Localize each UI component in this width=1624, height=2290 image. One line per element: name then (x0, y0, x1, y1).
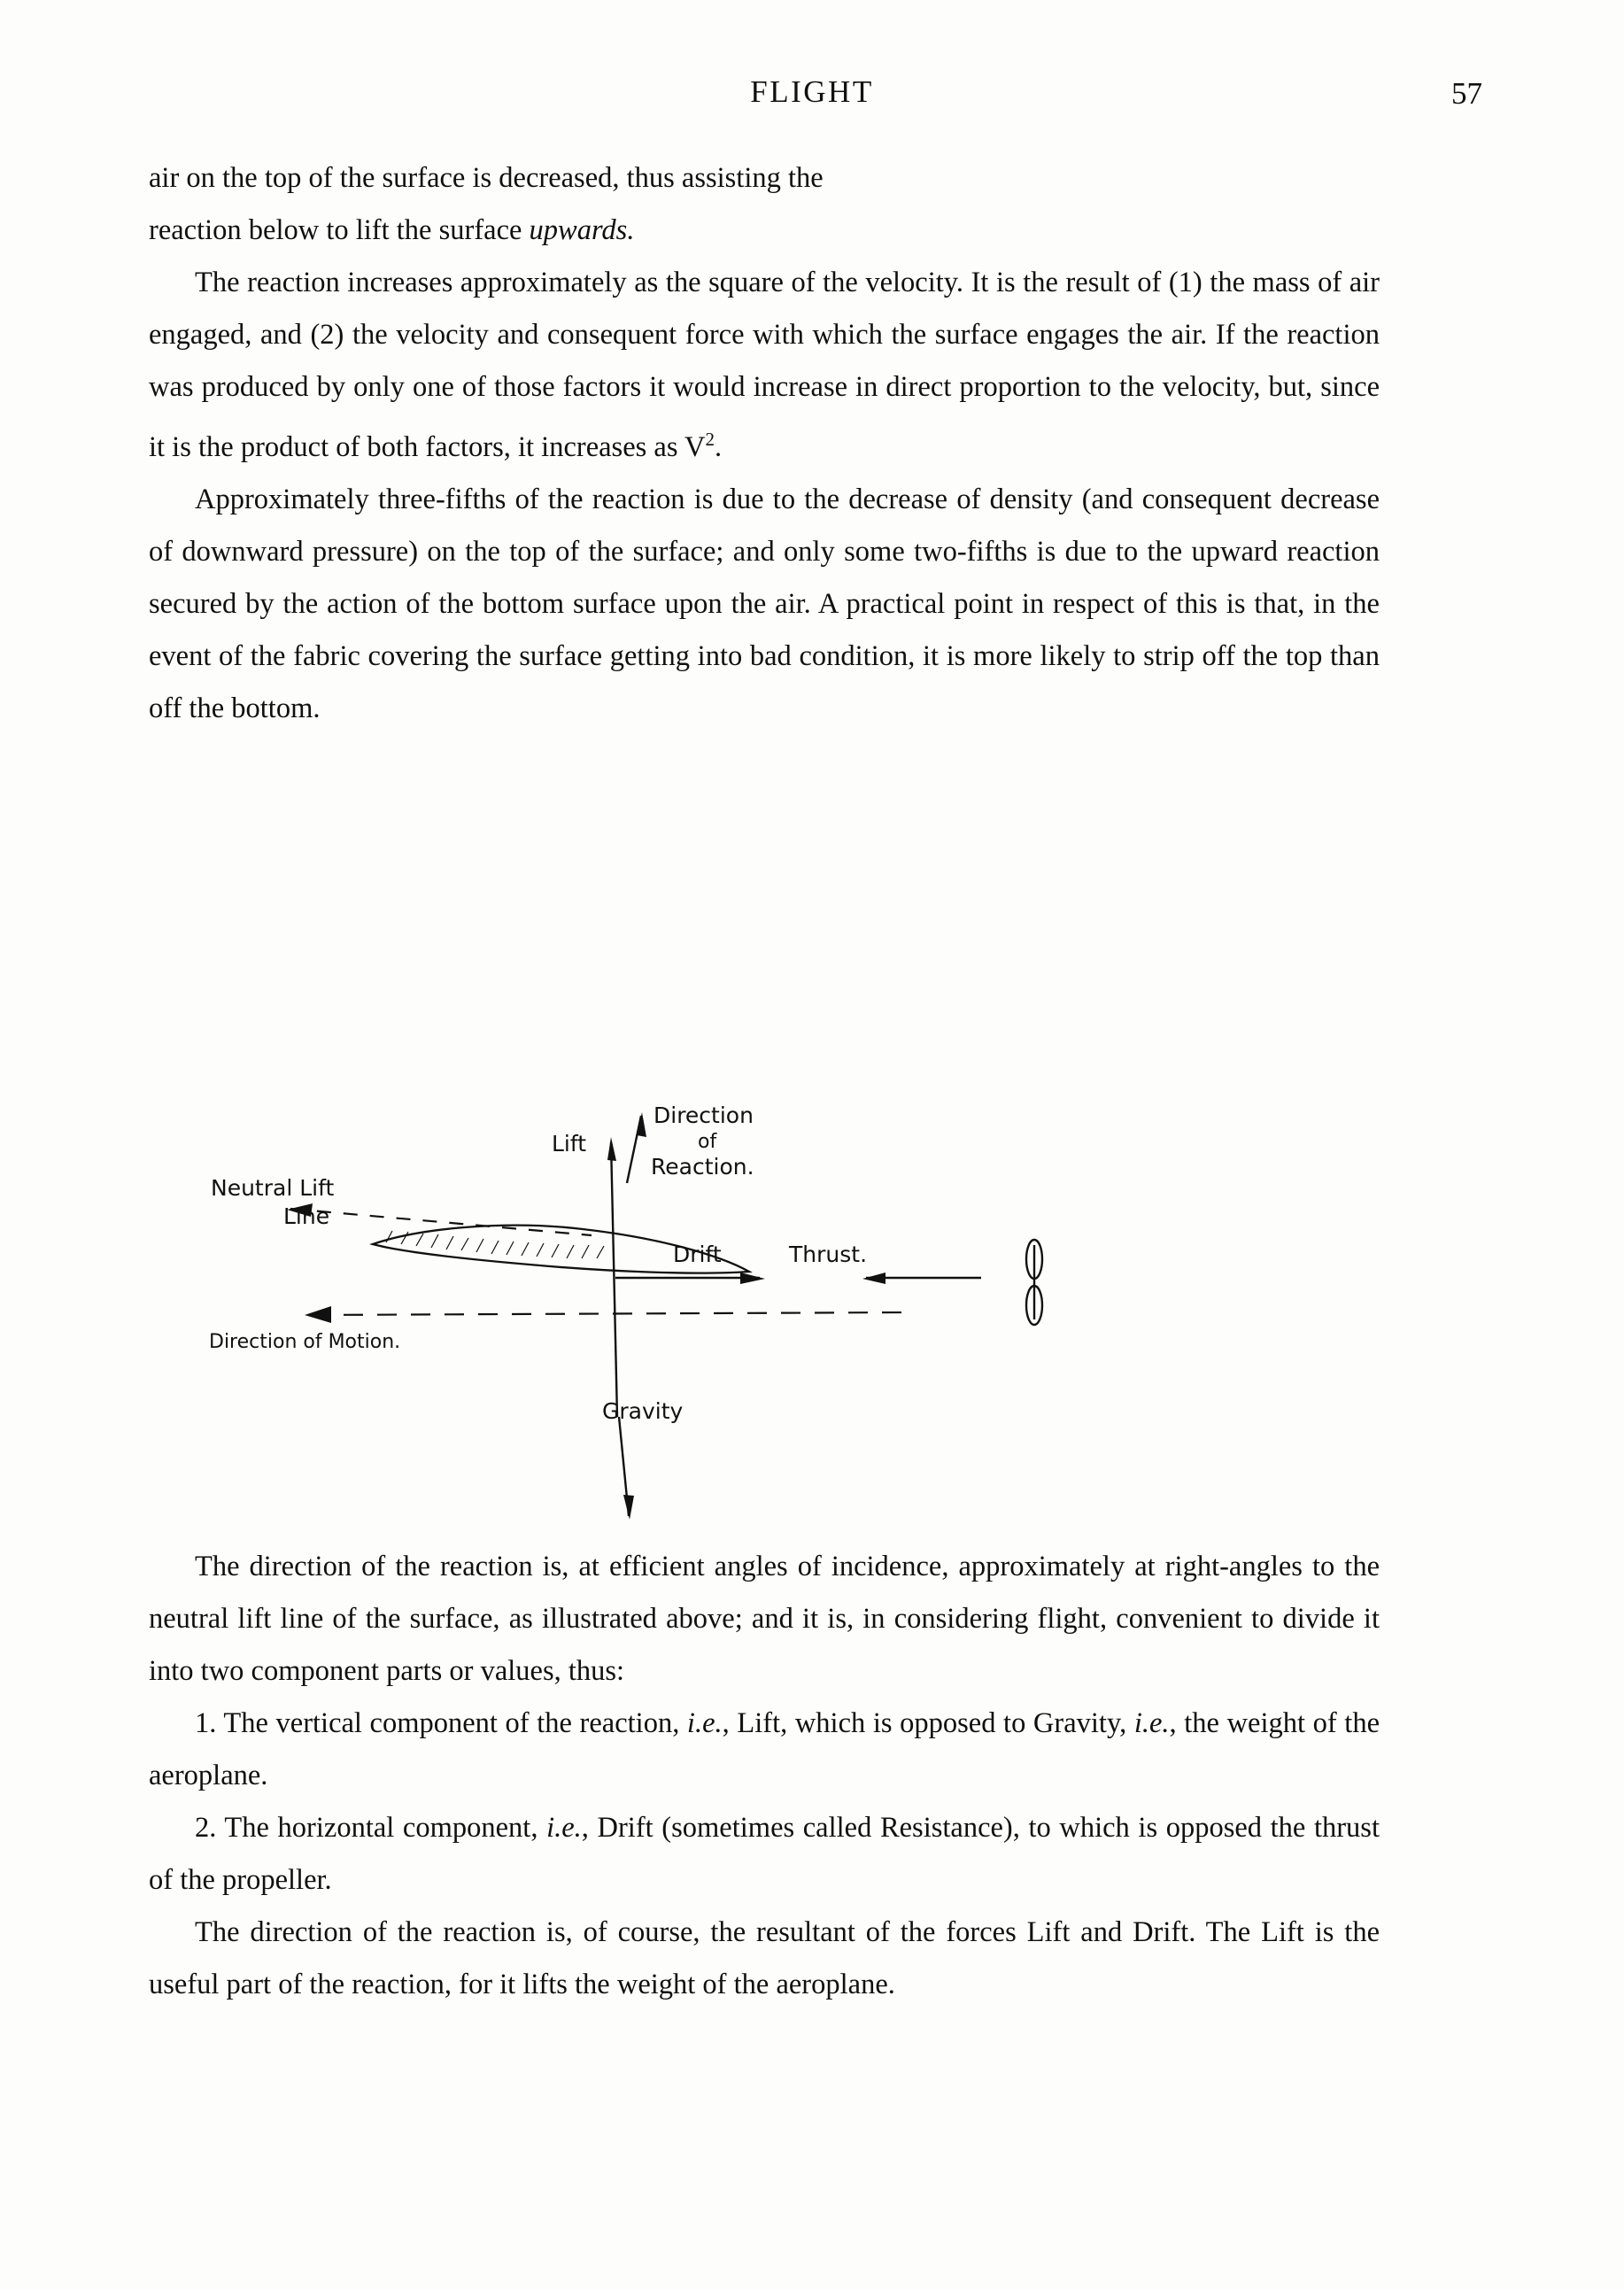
figure-label-drift: Drift (673, 1242, 722, 1267)
paragraph-1 (149, 152, 1380, 257)
paragraph-1-line-2a: reaction below to lift the surface (149, 214, 530, 246)
paragraph-4: The direction of the reaction is, at efficient angles of incidence, approximately at right-angles to the neutral lift line of the surface, as illustrated above; and it is, in considering flight, convenient to divide it into two component parts or values, thus: (149, 1551, 1380, 1687)
paragraph-1-line-2b: upwards. (529, 214, 635, 246)
figure-label-direction-2: of (698, 1131, 717, 1153)
figure-label-direction-1: Direction (653, 1102, 754, 1128)
paragraph-6-ie: i.e. (546, 1812, 582, 1844)
body-text-bottom (149, 1541, 1380, 2011)
paragraph-7: The direction of the reaction is, of course, the resultant of the forces Lift and Drift. The Lift is the useful part of the reaction, for it lifts the weight of the aeroplane. (149, 1916, 1380, 2000)
paragraph-1-line-1: air on the top of the surface is decreased, thus assisting the (149, 162, 824, 194)
figure-label-gravity: Gravity (602, 1398, 684, 1424)
figure-label-neutral-lift-line-1: Neutral Lift (211, 1175, 335, 1201)
paragraph-5-c: , the weight of the aeroplane. (149, 1707, 1380, 1791)
paragraph-5 (149, 1698, 1380, 1802)
figure-label-direction-of-motion: Direction of Motion. (209, 1331, 401, 1353)
paragraph-2-end: . (714, 430, 723, 463)
paragraph-3: Approximately three-fifths of the reaction is due to the decrease of density (and consequent decrease of downward pressure) on the top of the surface; and only some two-fifths is due to the upward reaction secured by the action of the bottom surface upon the air. A practical point in respect of this is that, in the event of the fabric covering the surface getting into bad condition, it is more likely to strip off the top than off the bottom. (149, 483, 1380, 724)
figure-label-thrust: Thrust. (789, 1242, 868, 1267)
page-number: 57 (1451, 76, 1482, 111)
paragraph-5-a: The vertical component of the reaction, (216, 1707, 687, 1739)
paragraph-6-a: The horizontal component, (216, 1812, 547, 1844)
paragraph-2-superscript: 2 (705, 429, 715, 450)
paragraph-5-ie-2: i.e. (1133, 1707, 1170, 1739)
paragraph-2-text: The reaction increases approximately as the square of the velocity. It is the result of (1) the mass of air engaged, and (2) the velocity and consequent force with which the surface engages the air. If the reaction was produced by only one of those factors it would increase in direct proportion to the velocity, but, since it is the product of both factors, it increases as V (149, 267, 1380, 463)
paragraph-6 (149, 1802, 1380, 1907)
paragraph-2 (149, 257, 1380, 474)
list-number-1: 1. (195, 1707, 217, 1739)
body-text-top (149, 152, 1380, 735)
list-number-2: 2. (195, 1812, 217, 1844)
figure-label-direction-3: Reaction. (651, 1154, 754, 1180)
figure-force-diagram (149, 1027, 1380, 1523)
page-header (142, 74, 1482, 128)
figure-label-lift: Lift (552, 1131, 587, 1157)
paragraph-5-b: , Lift, which is opposed to Gravity, (722, 1707, 1134, 1739)
paragraph-6-b: , Drift (sometimes called Resistance), to which is opposed the thrust of the propeller. (149, 1812, 1380, 1896)
paragraph-5-ie-1: i.e. (686, 1707, 723, 1739)
header-title: FLIGHT (750, 74, 874, 109)
figure-label-neutral-lift-line-2: Line (283, 1203, 330, 1229)
